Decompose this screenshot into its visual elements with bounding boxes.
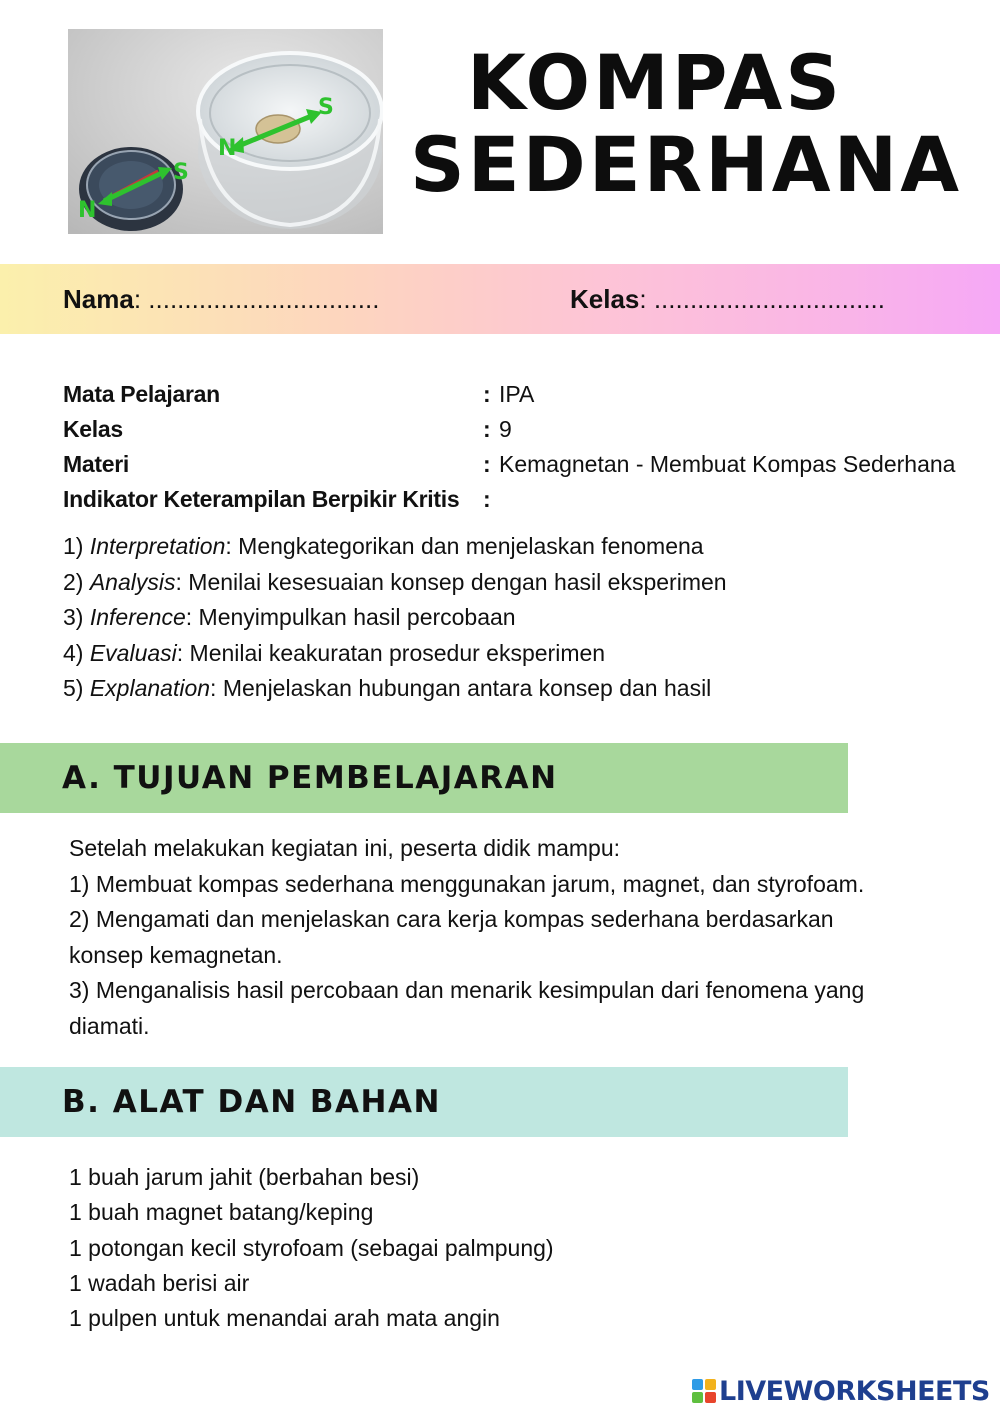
- indicator-term: Evaluasi: [89, 639, 177, 666]
- liveworksheets-logo[interactable]: [692, 1375, 990, 1407]
- materials-list: [69, 1164, 554, 1340]
- section-b-heading: B. ALAT DAN BAHAN: [62, 1084, 441, 1120]
- text-line: diamati.: [69, 1012, 150, 1039]
- indicator-number: 5): [63, 675, 90, 701]
- info-label: Indikator Keterampilan Berpikir Kritis: [63, 486, 460, 512]
- nama-label: Nama: [63, 284, 134, 314]
- indicator-number: 1): [63, 533, 90, 559]
- logo-squares-icon: [692, 1379, 716, 1403]
- kelas-blank[interactable]: : ................................: [639, 284, 885, 314]
- info-label: Materi: [63, 451, 129, 477]
- list-item: 1 pulpen untuk menandai arah mata angin: [69, 1305, 500, 1332]
- title-line-2: SEDERHANA: [410, 120, 963, 209]
- info-separator: :: [483, 486, 491, 512]
- indicator-desc: : Menjelaskan hubungan antara konsep dan hasil: [210, 675, 712, 701]
- list-item: [63, 675, 727, 711]
- logo-square: [705, 1392, 716, 1403]
- kelas-field[interactable]: [570, 284, 885, 315]
- text-line: 2) Mengamati dan menjelaskan cara kerja kompas sederhana berdasarkan: [69, 906, 834, 932]
- indicator-number: 2): [63, 568, 90, 595]
- compass-photo: [68, 29, 383, 234]
- text-line: konsep kemagnetan.: [69, 941, 283, 968]
- list-item: 1 buah magnet batang/keping: [69, 1199, 374, 1226]
- logo-text: LIVEWORKSHEETS: [719, 1375, 990, 1407]
- kelas-label: Kelas: [570, 284, 640, 314]
- indicator-term: Interpretation: [89, 533, 226, 559]
- info-value: 9: [499, 416, 512, 442]
- indicator-number: 3): [63, 604, 90, 630]
- indicator-number: 4): [63, 639, 90, 666]
- info-value: Kemagnetan - Membuat Kompas Sederhana: [499, 451, 956, 477]
- info-separator: :: [483, 416, 491, 442]
- info-label: Mata Pelajaran: [63, 381, 220, 407]
- indicator-list: [63, 533, 727, 711]
- indicator-desc: : Menyimpulkan hasil percobaan: [185, 604, 516, 630]
- list-item: [63, 533, 727, 569]
- page-title: [410, 38, 963, 209]
- nama-field[interactable]: [63, 284, 379, 315]
- list-item: [63, 640, 727, 676]
- list-item: 1 wadah berisi air: [69, 1269, 250, 1296]
- indicator-term: Explanation: [89, 675, 211, 701]
- label-n-compass: N: [78, 198, 97, 223]
- title-line-1: KOMPAS: [467, 38, 843, 127]
- nama-blank[interactable]: : ................................: [133, 284, 380, 314]
- section-b-header: [0, 1067, 848, 1137]
- indicator-desc: : Menilai kesesuaian konsep dengan hasil eksperimen: [175, 568, 727, 595]
- indicator-desc: : Mengkategorikan dan menjelaskan fenomena: [225, 533, 704, 559]
- section-a-heading: A. TUJUAN PEMBELAJARAN: [62, 760, 558, 796]
- logo-square: [692, 1379, 703, 1390]
- section-a-header: [0, 743, 848, 813]
- info-separator: :: [483, 381, 491, 407]
- text-line: 1) Membuat kompas sederhana menggunakan jarum, magnet, dan styrofoam.: [69, 870, 865, 897]
- label-s-bowl: S: [318, 95, 334, 120]
- text-line: Setelah melakukan kegiatan ini, peserta didik mampu:: [69, 835, 621, 861]
- info-separator: :: [483, 451, 491, 477]
- section-a-body: [69, 831, 969, 1044]
- list-item: [63, 569, 727, 605]
- list-item: 1 buah jarum jahit (berbahan besi): [69, 1164, 420, 1190]
- indicator-term: Analysis: [89, 568, 176, 595]
- info-value: IPA: [499, 381, 535, 407]
- logo-square: [692, 1392, 703, 1403]
- text-line: 3) Menganalisis hasil percobaan dan menarik kesimpulan dari fenomena yang: [69, 977, 865, 1003]
- indicator-term: Inference: [89, 604, 186, 630]
- indicator-desc: : Menilai keakuratan prosedur eksperimen: [176, 639, 606, 666]
- list-item: 1 potongan kecil styrofoam (sebagai palmpung): [69, 1234, 554, 1261]
- label-s-compass: S: [173, 160, 189, 185]
- compass-illustration: [68, 29, 383, 234]
- info-label: Kelas: [63, 416, 123, 442]
- student-info-band: [0, 264, 1000, 334]
- label-n-bowl: N: [218, 136, 237, 161]
- list-item: [63, 604, 727, 640]
- logo-square: [705, 1379, 716, 1390]
